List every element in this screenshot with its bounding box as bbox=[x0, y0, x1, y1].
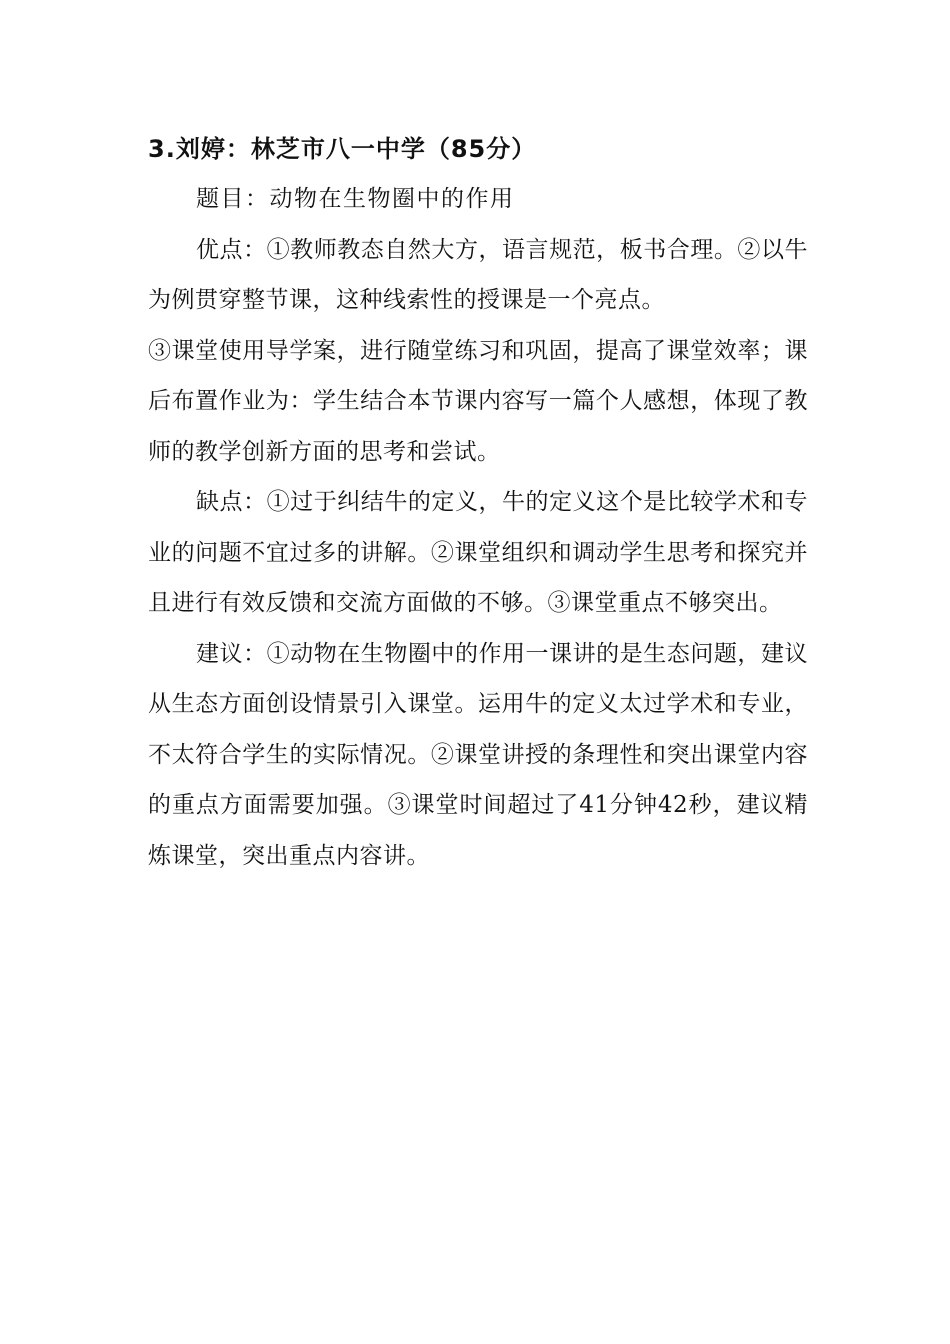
topic-line: 题目：动物在生物圈中的作用 bbox=[196, 186, 515, 212]
section-heading: 3.刘婷：林芝市八一中学（85分） bbox=[148, 135, 537, 163]
advantages-paragraph: 优点：①教师教态自然大方，语言规范，板书合理。②以牛为例贯穿整节课，这种线索性的授课是一个亮点。 bbox=[148, 236, 808, 313]
advantages-continuation-paragraph: ③课堂使用导学案，进行随堂练习和巩固，提高了课堂效率；课后布置作业为：学生结合本节课内容写一篇个人感想，体现了教师的教学创新方面的思考和尝试。 bbox=[148, 337, 808, 465]
shortcomings-paragraph: 缺点：①过于纠结牛的定义，牛的定义这个是比较学术和专业的问题不宜过多的讲解。②课堂组织和调动学生思考和探究并且进行有效反馈和交流方面做的不够。③课堂重点不够突出。 bbox=[148, 489, 808, 616]
document-body bbox=[148, 124, 808, 881]
suggestions-paragraph: 建议：①动物在生物圈中的作用一课讲的是生态问题，建议从生态方面创设情景引入课堂。运用牛的定义太过学术和专业，不太符合学生的实际情况。②课堂讲授的条理性和突出课堂内容的重点方面需要加强。③课堂时间超过了41分钟42秒，建议精炼课堂，突出重点内容讲。 bbox=[148, 640, 808, 869]
